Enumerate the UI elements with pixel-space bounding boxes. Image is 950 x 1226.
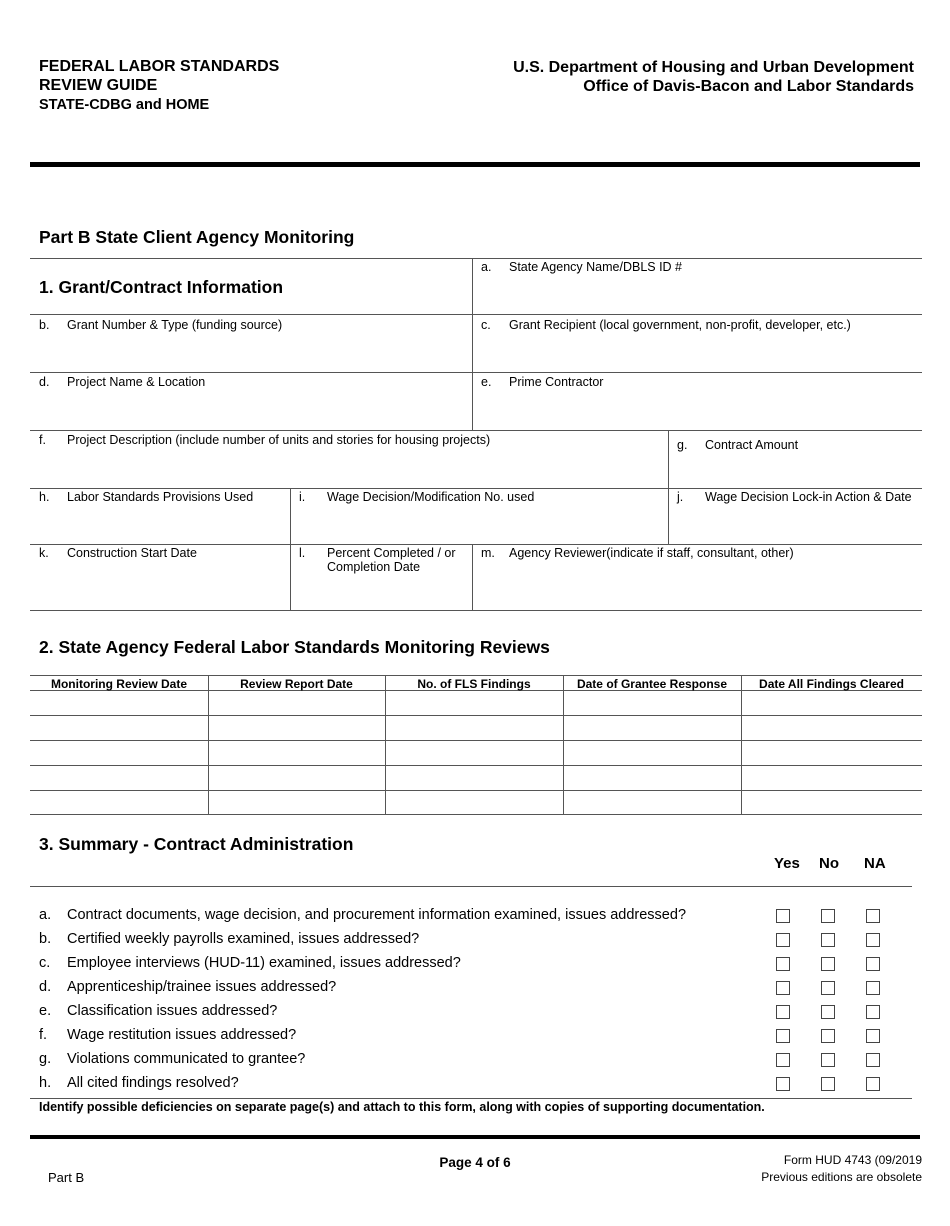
table-cell[interactable] (564, 691, 740, 714)
table-cell[interactable] (209, 741, 384, 764)
field-e-letter: e. (481, 375, 492, 389)
field-b-letter: b. (39, 318, 50, 332)
table-cell[interactable] (31, 691, 207, 714)
field-g-input[interactable] (669, 454, 921, 487)
field-f-label: Project Description (include number of units and stories for housing projects) (67, 433, 491, 447)
column-header: Monitoring Review Date (50, 677, 187, 691)
grid-line (30, 258, 922, 259)
field-b-label: Grant Number & Type (funding source) (67, 318, 283, 332)
column-header: Date All Findings Cleared (759, 677, 904, 691)
field-m-letter: m. (481, 546, 495, 560)
na-checkbox[interactable] (866, 1029, 880, 1043)
yes-column-header: Yes (774, 855, 800, 872)
table-cell[interactable] (209, 791, 384, 813)
question-letter: b. (39, 931, 52, 947)
field-i-label: Wage Decision/Modification No. used (327, 490, 535, 504)
question-letter: c. (39, 955, 51, 971)
yes-checkbox[interactable] (776, 1053, 790, 1067)
form-number (761, 1152, 922, 1186)
page-number: Page 4 of 6 (439, 1155, 511, 1170)
field-l-letter: l. (299, 546, 306, 560)
column-header: Date of Grantee Response (576, 677, 728, 691)
table-cell[interactable] (386, 741, 562, 764)
no-checkbox[interactable] (821, 957, 835, 971)
note-rule (30, 1098, 912, 1099)
field-m-label: Agency Reviewer(indicate if staff, consultant, other) (509, 546, 794, 560)
grid-line (30, 488, 922, 489)
deficiency-note: Identify possible deficiencies on separate page(s) and attach to this form, along with copies of supporting documentation. (39, 1100, 765, 1114)
table-cell[interactable] (209, 716, 384, 739)
na-checkbox[interactable] (866, 1053, 880, 1067)
table-cell[interactable] (31, 766, 207, 789)
table-cell[interactable] (386, 716, 562, 739)
table-cell[interactable] (564, 766, 740, 789)
na-checkbox[interactable] (866, 1077, 880, 1091)
na-checkbox[interactable] (866, 933, 880, 947)
yes-checkbox[interactable] (776, 909, 790, 923)
field-d-label: Project Name & Location (67, 375, 206, 389)
field-c-input[interactable] (473, 334, 921, 371)
yes-checkbox[interactable] (776, 981, 790, 995)
question-letter: d. (39, 979, 52, 995)
footer-rule (30, 1135, 920, 1139)
no-checkbox[interactable] (821, 1077, 835, 1091)
question-text: Employee interviews (HUD-11) examined, issues addressed? (67, 955, 461, 971)
question-text: Certified weekly payrolls examined, issues addressed? (67, 931, 420, 947)
question-letter: h. (39, 1075, 52, 1091)
field-j-label: Wage Decision Lock-in Action & Date (705, 490, 912, 504)
question-letter: a. (39, 907, 52, 923)
na-checkbox[interactable] (866, 981, 880, 995)
table-cell[interactable] (564, 791, 740, 813)
field-k-letter: k. (39, 546, 49, 560)
yes-checkbox[interactable] (776, 1077, 790, 1091)
yes-checkbox[interactable] (776, 1005, 790, 1019)
field-a-label: State Agency Name/DBLS ID # (509, 260, 683, 274)
field-i-input[interactable] (291, 506, 667, 543)
section3-rule (30, 886, 912, 887)
grid-line (30, 544, 922, 545)
no-checkbox[interactable] (821, 1029, 835, 1043)
field-f-input[interactable] (31, 449, 667, 487)
field-k-label: Construction Start Date (67, 546, 197, 560)
field-e-label: Prime Contractor (509, 375, 604, 389)
table-cell[interactable] (564, 716, 740, 739)
question-text: Violations communicated to grantee? (67, 1051, 306, 1067)
form-title (39, 57, 279, 115)
field-g-letter: g. (677, 438, 688, 452)
field-i-letter: i. (299, 490, 306, 504)
field-a-letter: a. (481, 260, 492, 274)
no-checkbox[interactable] (821, 909, 835, 923)
table-cell[interactable] (386, 791, 562, 813)
field-c-label: Grant Recipient (local government, non-profit, developer, etc.) (509, 318, 851, 332)
footer-part: Part B (48, 1170, 85, 1185)
field-e-input[interactable] (473, 391, 921, 429)
na-checkbox[interactable] (866, 909, 880, 923)
yes-checkbox[interactable] (776, 933, 790, 947)
field-d-input[interactable] (31, 391, 471, 429)
table-cell[interactable] (31, 791, 207, 813)
column-header: No. of FLS Findings (417, 677, 531, 691)
question-text: Contract documents, wage decision, and procurement information examined, issues addressed? (67, 907, 687, 923)
table-cell[interactable] (31, 741, 207, 764)
no-column-header: No (819, 855, 839, 872)
table-cell[interactable] (742, 691, 921, 714)
field-h-input[interactable] (31, 506, 289, 543)
table-cell[interactable] (742, 716, 921, 739)
table-line (30, 675, 922, 676)
no-checkbox[interactable] (821, 1005, 835, 1019)
question-text: Wage restitution issues addressed? (67, 1027, 297, 1043)
form-title-line2: REVIEW GUIDE (39, 77, 158, 94)
field-j-input[interactable] (669, 506, 921, 543)
grid-line (30, 372, 922, 373)
yes-checkbox[interactable] (776, 957, 790, 971)
question-letter: e. (39, 1003, 52, 1019)
table-cell[interactable] (742, 741, 921, 764)
table-cell[interactable] (386, 766, 562, 789)
na-checkbox[interactable] (866, 1005, 880, 1019)
field-l-input[interactable] (291, 576, 471, 609)
field-m-input[interactable] (473, 562, 921, 609)
field-a-input[interactable] (473, 276, 921, 313)
grid-line (30, 314, 922, 315)
field-h-letter: h. (39, 490, 50, 504)
na-column-header: NA (864, 855, 886, 872)
table-cell[interactable] (209, 691, 384, 714)
agency-header (513, 58, 914, 96)
question-letter: g. (39, 1051, 52, 1067)
yes-checkbox[interactable] (776, 1029, 790, 1043)
header-rule (30, 162, 920, 167)
na-checkbox[interactable] (866, 957, 880, 971)
form-number-line: Form HUD 4743 (09/2019 (783, 1153, 922, 1167)
field-k-input[interactable] (31, 562, 289, 609)
question-text: Apprenticeship/trainee issues addressed? (67, 979, 337, 995)
field-c-letter: c. (481, 318, 491, 332)
table-cell[interactable] (742, 766, 921, 789)
question-text: All cited findings resolved? (67, 1075, 239, 1091)
question-letter: f. (39, 1027, 48, 1043)
field-j-letter: j. (677, 490, 684, 504)
obsolete-notice: Previous editions are obsolete (761, 1170, 922, 1184)
table-cell[interactable] (209, 766, 384, 789)
field-g-label: Contract Amount (705, 438, 799, 452)
part-title: Part B State Client Agency Monitoring (39, 227, 355, 247)
agency-name: U.S. Department of Housing and Urban Development (513, 59, 914, 76)
section2-title: 2. State Agency Federal Labor Standards Monitoring Reviews (39, 637, 550, 657)
table-cell[interactable] (386, 691, 562, 714)
form-subtitle: STATE-CDBG and HOME (39, 97, 210, 113)
field-l-label-line2: Completion Date (327, 560, 421, 574)
agency-office: Office of Davis-Bacon and Labor Standards (583, 78, 914, 95)
field-f-letter: f. (39, 433, 46, 447)
field-b-input[interactable] (31, 334, 471, 371)
table-line (30, 814, 922, 815)
form-title-line1: FEDERAL LABOR STANDARDS (39, 58, 280, 75)
table-cell[interactable] (742, 791, 921, 813)
no-checkbox[interactable] (821, 1053, 835, 1067)
question-text: Classification issues addressed? (67, 1003, 278, 1019)
table-cell[interactable] (564, 741, 740, 764)
no-checkbox[interactable] (821, 981, 835, 995)
field-l-label-line1: Percent Completed / or (327, 546, 456, 560)
grid-line (30, 430, 922, 431)
section3-title: 3. Summary - Contract Administration (39, 834, 354, 854)
field-d-letter: d. (39, 375, 50, 389)
column-header: Review Report Date (240, 677, 353, 691)
no-checkbox[interactable] (821, 933, 835, 947)
grid-line (30, 610, 922, 611)
field-h-label: Labor Standards Provisions Used (67, 490, 254, 504)
section1-title: 1. Grant/Contract Information (39, 277, 284, 297)
table-cell[interactable] (31, 716, 207, 739)
